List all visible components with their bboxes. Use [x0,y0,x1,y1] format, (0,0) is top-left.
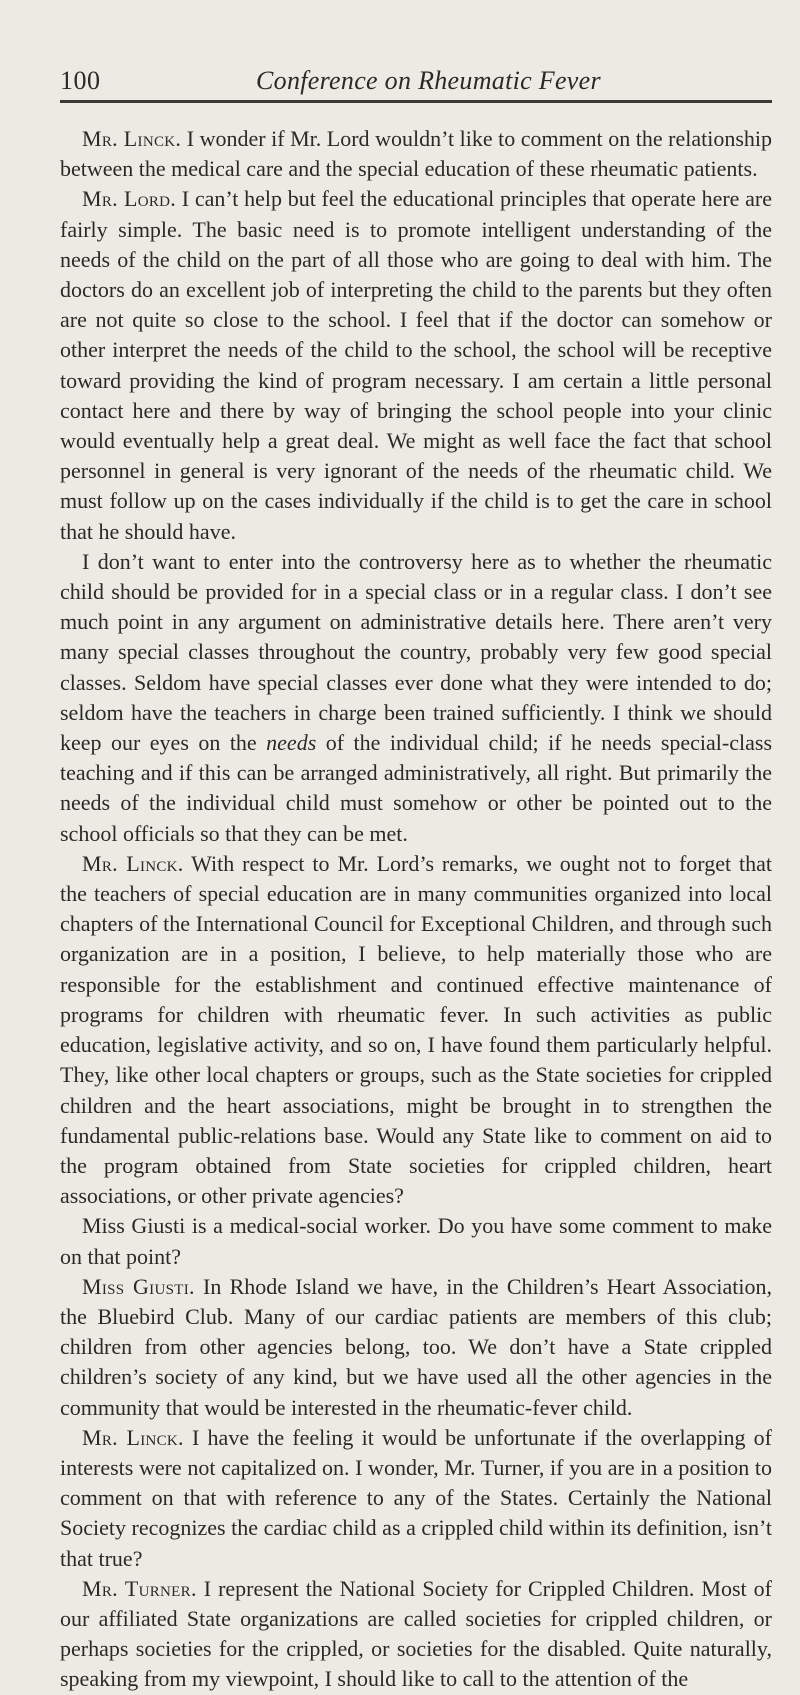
header-rule [60,100,772,103]
paragraph-text: I have the feeling it would be unfortunate if the overlapping of interests were not capitalized on. I wonder, Mr. Turner, if you are in a position to comment on that with reference to any of the States. Certainly the National Society recognizes the cardiac child as a crippled child within its definition, isn’t that true? [60,1424,772,1571]
speaker-name: Mr. Turner. [82,1575,197,1601]
paragraph-text: I wonder if Mr. Lord wouldn’t like to comment on the relationship between the medical care and the special education of these rheumatic patients. [60,126,772,182]
paragraph-3 [60,547,772,849]
paragraph-text: Miss Giusti is a medical-social worker. Do you have some comment to make on that point? [60,1213,772,1269]
speaker-name: Mr. Linck. [82,126,182,151]
running-head [60,56,772,96]
paragraph-4 [60,849,772,1211]
speaker-name: Mr. Linck. [82,850,184,876]
paragraph-2 [60,184,772,546]
speaker-name: Mr. Linck. [82,1424,184,1450]
paragraph-8 [60,1574,772,1695]
paragraph-1 [60,124,772,184]
paragraph-text: of the individual child; if he needs special-class teaching and if this can be arranged administratively, all right. But primarily the needs of the individual child must somehow or other be pointed out to the school officials so that they can be met. [60,730,772,846]
speaker-name: Miss Giusti. [82,1273,195,1299]
paragraph-6 [60,1272,772,1423]
paragraph-5 [60,1211,772,1271]
paragraph-text: With respect to Mr. Lord’s remarks, we ought not to forget that the teachers of special education are in many communities organized into local chapters of the International Council for Exceptional Children, and through such organization are in a position, I believe, to help materially those who are responsible for the establishment and continued effective maintenance of programs for children with rheumatic fever. In such activities as public education, legislative activity, and so on, I have found them particularly helpful. They, like other local chapters or groups, such as the State societies for crippled children and the heart associations, might be brought in to strengthen the fundamental public-relations base. Would any State like to comment on aid to the program obtained from State societies for crippled children, heart associations, or other private agencies? [60,850,772,1209]
paragraph-text: In Rhode Island we have, in the Children’s Heart Association, the Bluebird Club. Many of our cardiac patients are members of this club; children from other agencies belong, too. We don’t have a State crippled children’s society of any kind, but we have used all the other agencies in the community that would be interested in the rheumatic-fever child. [60,1273,772,1420]
paragraph-text: I represent the National Society for Crippled Children. Most of our affiliated State organizations are called societies for crippled children, or perhaps societies for the crippled, or societies for the disabled. Quite naturally, speaking from my viewpoint, I should like to call to the attention of the [60,1575,772,1692]
page-number: 100 [60,66,101,95]
paragraph-text: I don’t want to enter into the controversy here as to whether the rheumatic child should be provided for in a special class or in a regular class. I don’t see much point in any argument on administrative details here. There aren’t very many special classes throughout the country, probably very few good special classes. Seldom have special classes ever done what they were intended to do; seldom have the teachers in charge been trained sufficiently. I think we should keep our eyes on the [60,548,772,756]
running-title: Conference on Rheumatic Fever [256,66,601,95]
paragraph-text: I can’t help but feel the educational principles that operate here are fairly simple. The basic need is to promote intelligent understanding of the needs of the child on the part of all those who are going to deal with him. The doctors do an excellent job of interpreting the child to the parents but they often are not quite so close to the school. I feel that if the doctor can somehow or other interpret the needs of the child to the school, the school will be receptive toward providing the kind of program necessary. I am certain a little personal contact here and there by way of bringing the school people into your clinic would eventually help a great deal. We might as well face the fact that school personnel in general is very ignorant of the needs of the rheumatic child. We must follow up on the cases individually if the child is to get the care in school that he should have. [60,186,773,544]
body-text [60,124,772,1695]
emphasized-word: needs [266,730,317,756]
speaker-name: Mr. Lord. [82,186,177,212]
paragraph-7 [60,1423,772,1574]
